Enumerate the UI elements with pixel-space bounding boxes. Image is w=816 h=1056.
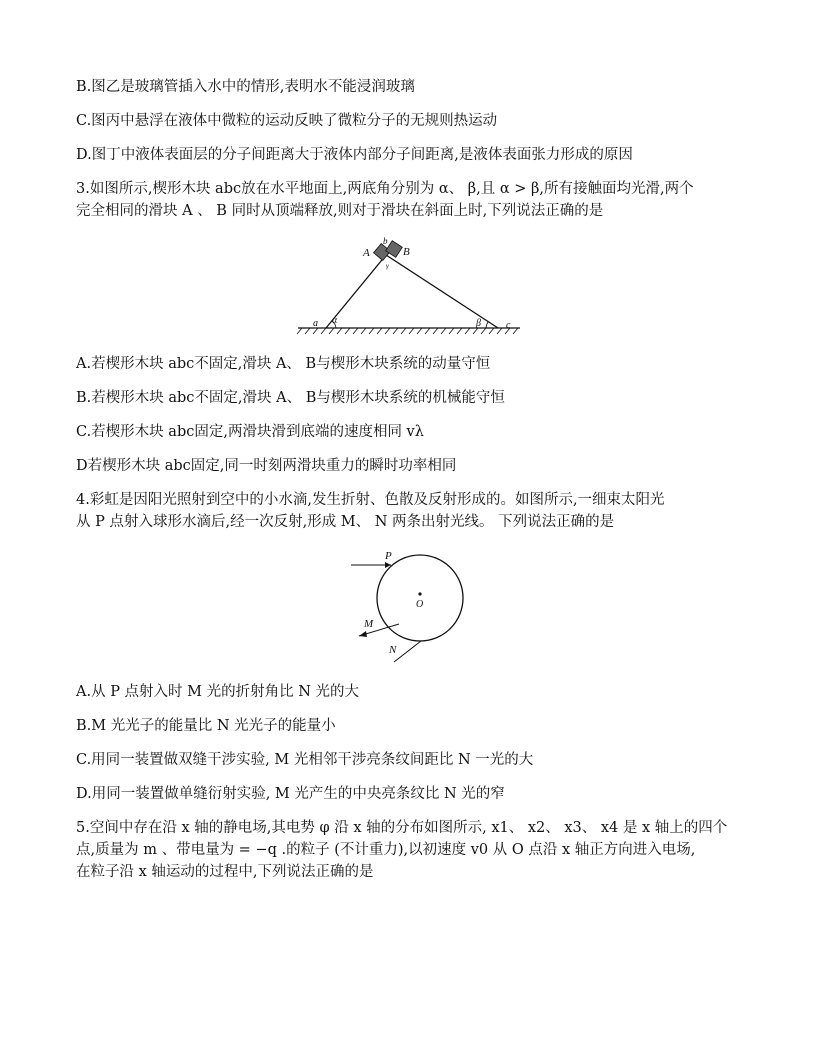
label-O: O: [416, 599, 424, 610]
q2-option-d: D.图丁中液体表面层的分子间距离大于液体内部分子间距离,是液体表面张力形成的原因: [76, 147, 633, 163]
water-drop-figure: [345, 545, 475, 665]
ray-m-arrow: [359, 631, 367, 637]
label-alpha: α: [332, 315, 338, 326]
q3-option-a: A.若楔形木块 abc不固定,滑块 A、 B与楔形木块系统的动量守恒: [76, 356, 491, 372]
label-gamma: γ: [386, 262, 389, 270]
label-a: a: [313, 318, 318, 329]
q4-option-b: B.M 光光子的能量比 N 光光子的能量小: [76, 718, 336, 734]
q2-option-b: B.图乙是玻璃管插入水中的情形,表明水不能浸润玻璃: [76, 79, 415, 95]
center-point: [418, 592, 421, 595]
q3-stem-line1: 3.如图所示,楔形木块 abc放在水平地面上,两底角分别为 α、 β,且 α > β,所有接触面均光滑,两个: [76, 181, 694, 197]
q3-stem-line2: 完全相同的滑块 A 、 B 同时从顶端释放,则对于滑块在斜面上时,下列说法正确的是: [76, 203, 604, 219]
angle-beta-arc: [486, 322, 488, 328]
q4-option-d: D.用同一装置做单缝衍射实验, M 光产生的中央亮条纹比 N 光的窄: [76, 786, 505, 802]
label-beta: β: [476, 318, 481, 329]
q5-stem-line3: 在粒子沿 x 轴运动的过程中,下列说法正确的是: [76, 864, 374, 880]
label-A: A: [363, 247, 370, 259]
label-P: P: [385, 550, 392, 562]
q5-stem-line1: 5.空间中存在沿 x 轴的静电场,其电势 φ 沿 x 轴的分布如图所示, x1、 x2、 x3、 x4 是 x 轴上的四个: [76, 820, 728, 836]
q4-option-a: A.从 P 点射入时 M 光的折射角比 N 光的大: [76, 684, 360, 700]
q3-option-b: B.若楔形木块 abc不固定,滑块 A、 B与楔形木块系统的机械能守恒: [76, 390, 505, 406]
q4-stem-line1: 4.彩虹是因阳光照射到空中的小水滴,发生折射、色散及反射形成的。如图所示,一细束太阳光: [76, 492, 665, 508]
q2-option-c: C.图丙中悬浮在液体中微粒的运动反映了微粒分子的无规则热运动: [76, 113, 498, 129]
ground-hatch: [297, 328, 518, 334]
water-drop-circle: [377, 555, 463, 641]
ray-n: [394, 641, 421, 662]
q5-stem-line2: 点,质量为 m 、带电量为 = −q .的粒子 (不计重力),以初速度 v0 从 O 点沿 x 轴正方向进入电场,: [76, 842, 696, 858]
label-b: b: [383, 236, 388, 246]
q4-stem-line2: 从 P 点射入球形水滴后,经一次反射,形成 M、 N 两条出射光线。 下列说法正确的是: [76, 514, 615, 530]
q3-option-c: C.若楔形木块 abc固定,两滑块滑到底端的速度相同 vλ: [76, 424, 424, 440]
q4-option-c: C.用同一装置做双缝干涉实验, M 光相邻干涉亮条纹间距比 N 一光的大: [76, 752, 534, 768]
label-N: N: [389, 644, 397, 656]
q3-option-d: D若楔形木块 abc固定,同一时刻两滑块重力的瞬时功率相同: [76, 458, 457, 474]
label-M: M: [364, 618, 374, 630]
wedge-figure: [290, 235, 530, 340]
label-B: B: [403, 246, 410, 258]
block-b: [386, 241, 403, 258]
wedge-outline: [326, 255, 498, 328]
label-c: c: [506, 320, 511, 331]
